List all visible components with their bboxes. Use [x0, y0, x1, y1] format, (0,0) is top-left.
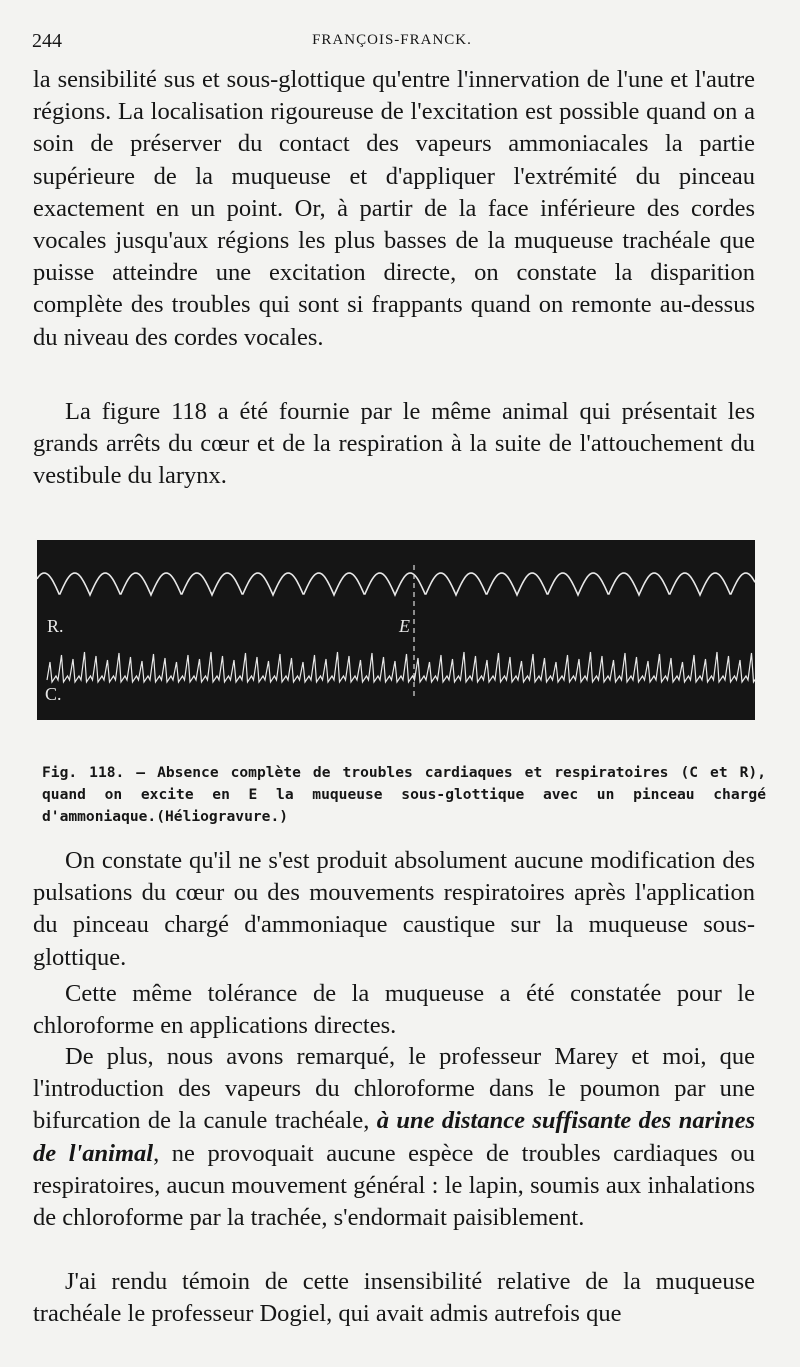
cardiac-trace: [47, 652, 755, 682]
tracing-svg: [37, 540, 755, 720]
paragraph-4: Cette même tolérance de la muqueuse a été constatée pour le chloroforme en applications directes.: [33, 980, 755, 1040]
label-r: R.: [47, 616, 64, 636]
page-number: 244: [32, 30, 62, 52]
paragraph-1: la sensibilité sus et sous-glottique qu'entre l'innervation de l'une et l'autre régions. La localisation rigoureuse de l'excitation est possible quand on a soin de préserver du contact des vapeurs ammoniacales la partie supérieure de la muqueuse et d'appliquer l'extrémité du pinceau exactement en un point. Or, à partir de la face inférieure des cordes vocales jusqu'aux régions les plus basses de la muqueuse trachéale que puisse atteindre une excitation directe, on constate la disparition complète des troubles qui sont si frappants quand on remonte au-dessus du niveau des cordes vocales.: [33, 66, 755, 351]
label-e: E: [399, 616, 410, 636]
paragraph-6: J'ai rendu témoin de cette insensibilité relative de la muqueuse trachéale le professeur Dogiel, qui avait admis autrefois que: [33, 1268, 755, 1328]
figure-118-tracing: [37, 540, 755, 720]
page-header: [32, 30, 752, 60]
respiration-trace: [37, 573, 755, 595]
running-head: FRANÇOIS-FRANCK.: [312, 32, 472, 48]
paragraph-3: On constate qu'il ne s'est produit absolument aucune modification des pulsations du cœur ou des mouvements respiratoires après l'application du pinceau chargé d'ammoniaque caustique sur la muqueuse sous-glottique.: [33, 847, 755, 971]
paragraph-5-emphasis: à une distance suffisante des narines de l'animal: [33, 1107, 755, 1167]
figure-caption: Fig. 118. — Absence complète de troubles cardiaques et respiratoires (C et R), quand on excite en E la muqueuse sous-glottique avec un pinceau chargé d'ammoniaque.(Héliogravure.): [42, 764, 766, 825]
label-c: C.: [45, 684, 62, 704]
paragraph-2: La figure 118 a été fournie par le même animal qui présentait les grands arrêts du cœur et de la respiration à la suite de l'attouchement du vestibule du larynx.: [33, 398, 755, 490]
paragraph-5: [33, 1041, 755, 1234]
paragraph-5-part-b: , ne provoquait aucune espèce de troubles cardiaques ou respiratoires, aucun mouvement général : le lapin, soumis aux inhalations de chloroforme par la trachée, s'endormait paisiblement.: [33, 1139, 755, 1232]
paragraph-5-part-a: De plus, nous avons remarqué, le professeur Marey et moi, que l'introduction des vapeurs du chloroforme dans le poumon par une bifurcation de la canule trachéale,: [33, 1043, 755, 1135]
